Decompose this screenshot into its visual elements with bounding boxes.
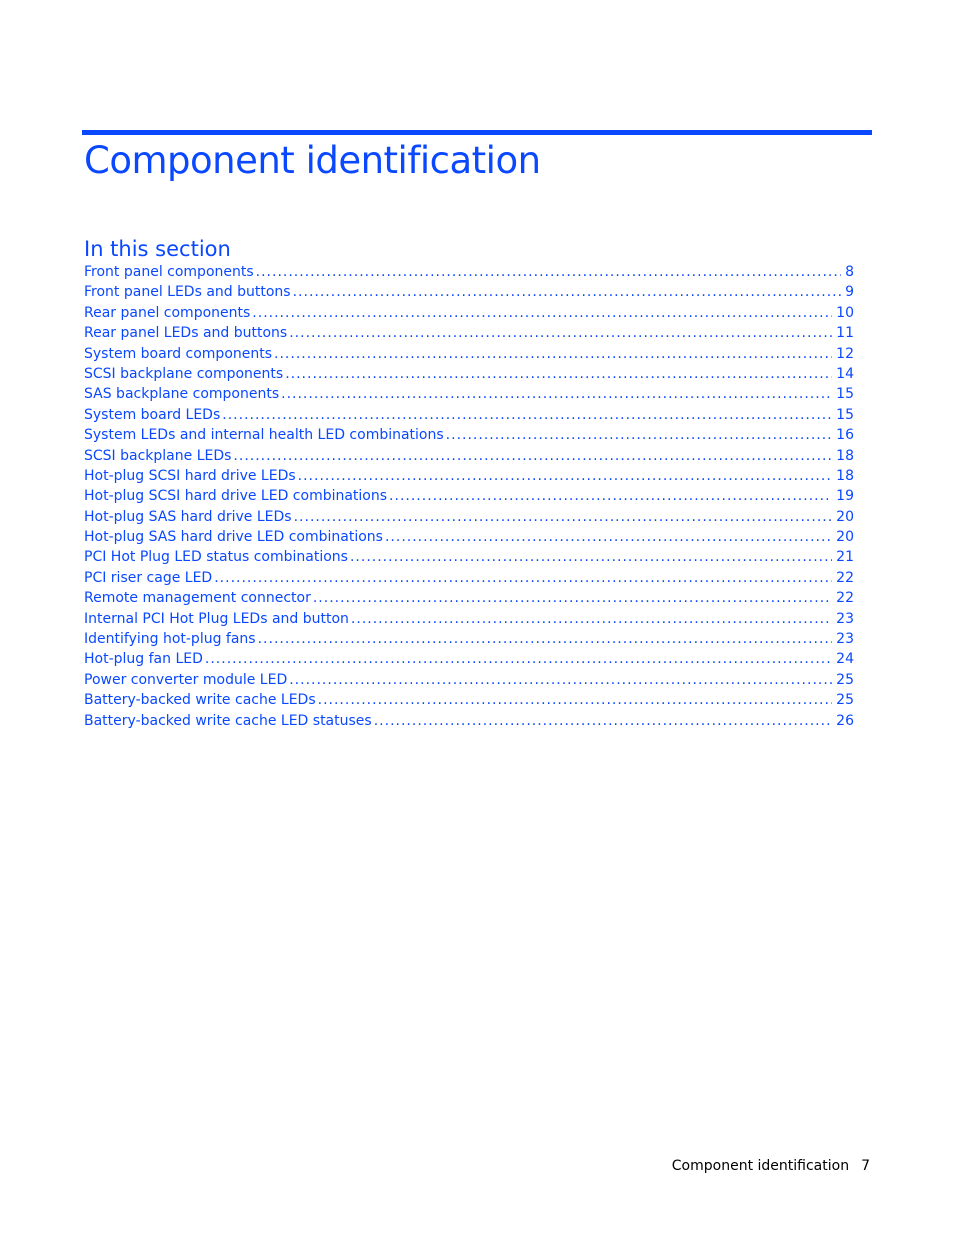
toc-leader bbox=[293, 282, 841, 302]
toc-entry-label: PCI Hot Plug LED status combinations bbox=[84, 549, 348, 566]
toc-leader bbox=[285, 364, 832, 384]
toc-leader bbox=[222, 405, 832, 425]
section-heading: In this section bbox=[84, 237, 231, 261]
toc-entry[interactable] bbox=[84, 446, 854, 466]
toc-entry-page: 23 bbox=[836, 610, 854, 627]
toc-entry-label: Rear panel components bbox=[84, 304, 251, 321]
toc-entry[interactable] bbox=[84, 568, 854, 588]
toc-entry[interactable] bbox=[84, 629, 854, 649]
toc-entry-page: 10 bbox=[836, 304, 854, 321]
toc-entry[interactable] bbox=[84, 670, 854, 690]
toc-entry-page: 25 bbox=[836, 692, 854, 709]
toc-leader bbox=[298, 466, 833, 486]
toc-entry-label: System board LEDs bbox=[84, 406, 221, 423]
toc-leader bbox=[318, 690, 833, 710]
toc-entry[interactable] bbox=[84, 425, 854, 445]
toc-entry[interactable] bbox=[84, 303, 854, 323]
toc-leader bbox=[350, 547, 832, 567]
toc-entry-page: 14 bbox=[836, 365, 854, 382]
toc-entry[interactable] bbox=[84, 466, 854, 486]
toc-leader bbox=[389, 486, 832, 506]
toc-entry[interactable] bbox=[84, 486, 854, 506]
toc-entry[interactable] bbox=[84, 405, 854, 425]
toc-entry-page: 8 bbox=[845, 264, 854, 280]
toc-entry-page: 18 bbox=[836, 467, 854, 484]
toc-entry[interactable] bbox=[84, 323, 854, 343]
toc-entry-label: Hot-plug SAS hard drive LED combinations bbox=[84, 529, 383, 546]
page-footer bbox=[672, 1158, 870, 1174]
chapter-rule bbox=[82, 130, 872, 135]
toc-leader bbox=[289, 323, 832, 343]
toc-entry[interactable] bbox=[84, 609, 854, 629]
toc-entry[interactable] bbox=[84, 588, 854, 608]
toc-entry-label: Rear panel LEDs and buttons bbox=[84, 325, 288, 342]
toc-entry-page: 20 bbox=[836, 529, 854, 546]
toc-entry[interactable] bbox=[84, 384, 854, 404]
toc-leader bbox=[252, 303, 832, 323]
toc-entry[interactable] bbox=[84, 364, 854, 384]
toc-entry-label: Front panel LEDs and buttons bbox=[84, 284, 291, 301]
toc-entry-page: 22 bbox=[836, 590, 854, 607]
toc-leader bbox=[233, 446, 832, 466]
toc-leader bbox=[289, 670, 832, 690]
toc-entry[interactable] bbox=[84, 527, 854, 547]
toc-leader bbox=[256, 262, 841, 282]
toc-entry-page: 12 bbox=[836, 345, 854, 362]
toc-entry[interactable] bbox=[84, 262, 854, 282]
toc-entry[interactable] bbox=[84, 282, 854, 302]
toc-entry-label: Hot-plug SAS hard drive LEDs bbox=[84, 508, 292, 525]
toc-entry-label: Hot-plug SCSI hard drive LED combinations bbox=[84, 488, 388, 505]
toc-entry-label: Internal PCI Hot Plug LEDs and button bbox=[84, 610, 349, 627]
toc-entry-label: SCSI backplane components bbox=[84, 365, 284, 382]
toc-entry[interactable] bbox=[84, 690, 854, 710]
toc-entry[interactable] bbox=[84, 649, 854, 669]
toc-entry[interactable] bbox=[84, 547, 854, 567]
toc-entry-label: Identifying hot-plug fans bbox=[84, 631, 256, 648]
toc-entry[interactable] bbox=[84, 507, 854, 527]
toc-leader bbox=[214, 568, 832, 588]
toc-entry-page: 19 bbox=[836, 488, 854, 505]
toc-entry-label: Hot-plug fan LED bbox=[84, 651, 203, 668]
toc-leader bbox=[385, 527, 832, 547]
toc-entry-page: 23 bbox=[836, 631, 854, 648]
toc-entry-label: Remote management connector bbox=[84, 590, 311, 607]
toc-leader bbox=[294, 507, 833, 527]
toc-entry-page: 20 bbox=[836, 508, 854, 525]
toc-entry-label: System LEDs and internal health LED combinations bbox=[84, 427, 444, 444]
footer-running-title: Component identification bbox=[671, 1158, 850, 1174]
toc-entry-label: Battery-backed write cache LED statuses bbox=[84, 712, 372, 729]
toc-entry-label: Battery-backed write cache LEDs bbox=[84, 692, 316, 709]
toc-entry-page: 22 bbox=[836, 569, 854, 586]
toc-leader bbox=[274, 344, 832, 364]
toc-entry-label: SAS backplane components bbox=[84, 386, 280, 403]
toc-entry-page: 26 bbox=[836, 712, 854, 729]
toc-leader bbox=[313, 588, 832, 608]
toc-entry-page: 16 bbox=[836, 427, 854, 444]
toc-leader bbox=[205, 649, 832, 669]
chapter-title: Component identification bbox=[84, 139, 541, 182]
toc-leader bbox=[351, 609, 832, 629]
toc-entry-page: 15 bbox=[836, 406, 854, 423]
toc-entry-page: 9 bbox=[845, 284, 854, 301]
toc-entry-page: 18 bbox=[836, 447, 854, 464]
toc-entry-label: System board components bbox=[84, 345, 273, 362]
toc-entry[interactable] bbox=[84, 344, 854, 364]
toc-leader bbox=[374, 711, 832, 731]
toc-entry-page: 25 bbox=[836, 671, 854, 688]
toc-entry-page: 21 bbox=[836, 549, 854, 566]
toc-entry-label: Hot-plug SCSI hard drive LEDs bbox=[84, 467, 296, 484]
toc-leader bbox=[446, 425, 833, 445]
toc-entry[interactable] bbox=[84, 711, 854, 731]
toc-entry-page: 24 bbox=[836, 651, 854, 668]
toc-leader bbox=[258, 629, 833, 649]
toc-entry-label: Front panel components bbox=[84, 264, 254, 280]
toc-entry-page: 15 bbox=[836, 386, 854, 403]
toc-leader bbox=[281, 384, 832, 404]
table-of-contents bbox=[84, 262, 854, 731]
toc-entry-page: 11 bbox=[836, 325, 854, 342]
toc-entry-label: Power converter module LED bbox=[84, 671, 288, 688]
toc-entry-label: SCSI backplane LEDs bbox=[84, 447, 232, 464]
footer-page-number: 7 bbox=[861, 1158, 870, 1174]
toc-entry-label: PCI riser cage LED bbox=[84, 569, 213, 586]
